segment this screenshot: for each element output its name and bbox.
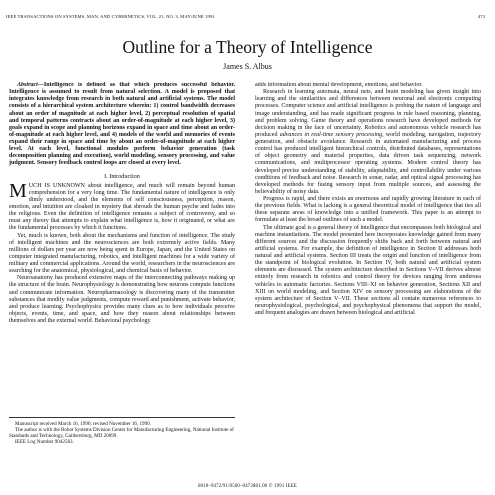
right-p2-emphasis: advances in real-time sensory processing <box>279 131 383 138</box>
right-paragraph-4: The ultimate goal is a general theory of intelligence that encompasses both biological and machine instantiations. The model presented here incorporates knowledge gained from many different sources and the discussion frequently shifts back and forth between natural and artificial systems. For example, the definition of intelligence in Section II addresses both natural and artificial systems. Section III treats the origin and function of intelligence from the standpoint of biological evolution. In Section IV, both natural and artificial system elements are discussed. The system architecture described in Sections V–VII derives almost entirely from research in robotics and control theory for devices ranging from undersea vehicles to automatic factories. Sections VIII–XI on behavior generation, Sections XII and XIII on world modeling, and Section XIV on sensory processing are elaborations of the system architecture of Section V–VII. These sections all contain numerous references to neurophysiological, psychological, and psychophysical phenomena that support the model, and frequent analogies are drawn between biological and artificial <box>255 224 481 316</box>
intro-first-caps: UCH IS UNKNOWN <box>28 182 85 189</box>
journal-header: IEEE TRANSACTIONS ON SYSTEMS, MAN, AND CYBERNETICS, VOL. 21, NO. 3, MAY/JUNE 1991 <box>6 14 215 19</box>
section-heading-introduction: I. Introduction <box>104 172 140 180</box>
right-paragraph-3: Progress is rapid, and there exists an enormous and rapidly growing literature in each of the previous fields. What is lacking is a general theoretical model of intelligence that ties all these separate areas of knowledge into a unified framework. This paper is an attempt to formulate at least the broad outlines of such a model. <box>255 196 481 224</box>
right-column <box>255 82 481 468</box>
footnote-affiliation: The author is with the Robot Systems Division Center for Manufacturing Engineering, National Institute of Standards and Technology, Gaithersburg, MD 20899. <box>9 427 234 439</box>
drop-cap: M <box>9 179 27 202</box>
footnote-received: Manuscript received March 16, 1990; revised November 16, 1990. <box>15 421 151 427</box>
footnote-log: IEEE Log Number 9042583. <box>15 439 74 445</box>
right-paragraph-1: adds information about mental development, emotions, and behavior. <box>255 82 423 88</box>
intro-paragraph-1 <box>9 179 235 233</box>
intro-paragraph-2: Yet, much is known, both about the mechanisms and function of intelligence. The study of intelligent machines and the neurosciences are both extremely active fields. Many millions of dollars per year are now being spent in Europe, Japan, and the United States on computer integrated manufacturing, robotics, and intelligent machines for a wide variety of military and commercial applications. Around the world, researchers in the neurosciences are searching for the anatomical, physiological, and chemical basis of behavior. <box>9 232 235 275</box>
intro-p1-text: about intelligence, and much will remain beyond human comprehension for a very long time. The fundamental nature of intelligence is only dimly understood, and the elements of self consciousness, perception, reason, emotion, and intuition are cloaked in mystery that shrouds the human psyche and fades into the religious. Even the definition of intelligence remains a subject of controversy, and so must any theory that attempts to explain what intelligence is, how it originated, or what are the fundamental processes by which it functions. <box>9 182 235 232</box>
abstract-dash: — <box>37 82 44 88</box>
footnotes <box>9 417 235 445</box>
intro-paragraph-3: Neuroanatomy has produced extensive maps of the interconnecting pathways making up the structure of the brain. Neurophysiology is demonstrating how neurons compute functions and communicate information. Neuropharmacology is discovering many of the transmitter substances that modify value judgments, compute reward and punishment, activate behavior, and produce learning. Psychophysics provides many clues as to how individuals perceive objects, events, time, and space, and how they reason about relationships between themselves and the external world. Behavioral psychology <box>9 275 235 324</box>
running-head <box>6 14 485 22</box>
right-p2-text: Research in learning automata, neural nets, and brain modeling has given insight into learning and the similarities and differences between neuronal and electronic computing processes. Computer science and artificial intelligence is probing the nature of language and image understanding, and has made significant progress in rule based reasoning, planning, and problem solving. Game theory and operations research have developed methods for decision making in the face of uncertainty. Robotics and autonomous vehicle research has produced <box>255 89 481 138</box>
copyright-footer: 0018–9472/91/0500–0473$01.00 © 1991 IEEE <box>197 484 298 489</box>
abstract-label: Abstract <box>17 82 38 88</box>
right-paragraph-2 <box>255 89 481 196</box>
right-p2-end: , world modeling, navigation, trajectory generation, and obstacle avoidance. Research in automated manufacturing and process control has produced intelligent hierarchical controls, distributed databases, representations of object geometry and material properties, data driven task sequencing, network communications, and multiprocessor operating systems. Modern control theory has developed precise understanding of stability, adaptability, and controllability under various conditions of feedback and noise. Research in sonar, radar, and optical signal processing has developed methods for fusing sensory input from multiple sources, and assessing the believability of noisy data. <box>255 131 481 195</box>
paper-title: Outline for a Theory of Intelligence <box>122 37 373 57</box>
abstract-text: Intelligence is defined as that which produces successful behavior. Intelligence is assumed to result from natural selection. A model is proposed that integrates knowledge from research in both natural and artificial systems. The model consists of a hierarchical system architecture wherein: 1) control bandwidth decreases about an order of magnitude at each higher level, 2) perceptual resolution of spatial and temporal patterns contracts about an order-of-magnitude at each higher level, 3) goals expand in scope and planning horizons expand in space and time about an order-of-magnitude at each higher level, and 4) models of the world and memories of events expand their range in space and time by about an order-of-magnitude at each higher level. At each level, functional modules perform behavior generation (task decomposition planning and execution), world modeling, sensory processing, and value judgment. Sensory feedback control loops are closed at every level. <box>9 82 235 167</box>
page-number: 473 <box>477 14 485 19</box>
abstract <box>9 82 235 168</box>
paper-author: James S. Albus <box>223 62 272 71</box>
